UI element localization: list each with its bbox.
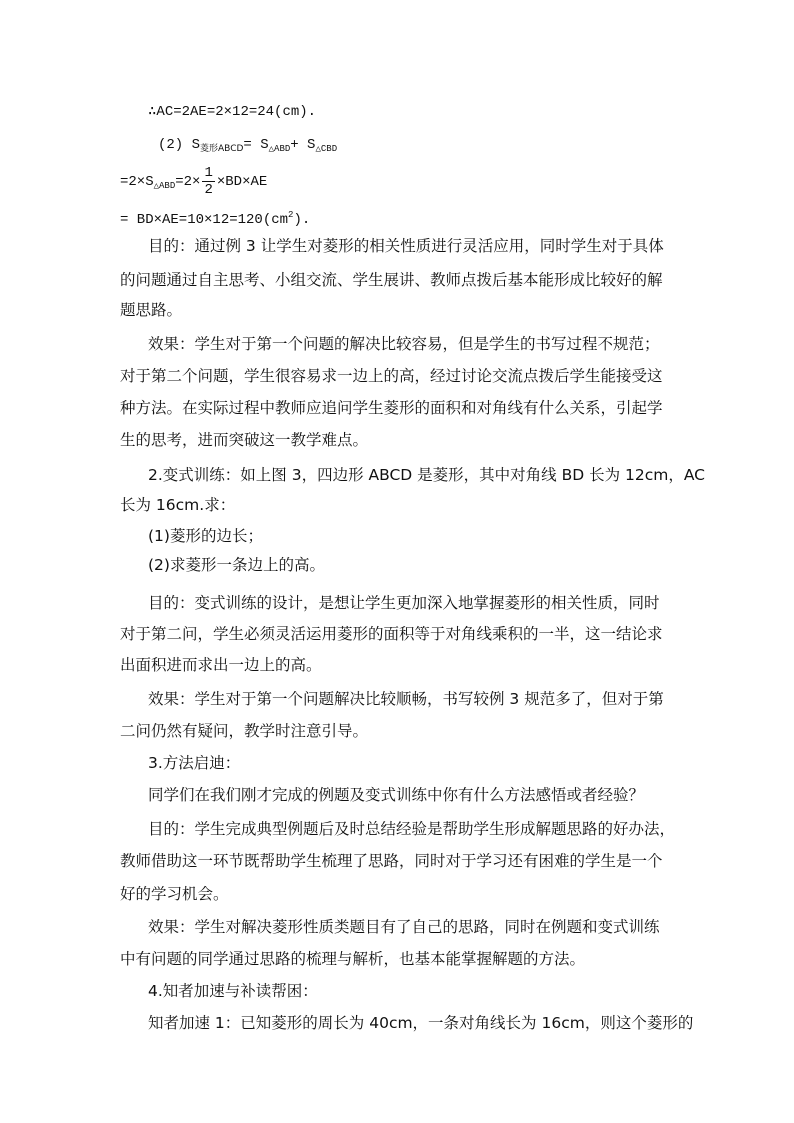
paragraph-line: 2.变式训练：如上图 3，四边形 ABCD 是菱形，其中对角线 BD 长为 12cm，AC bbox=[148, 466, 706, 484]
paragraph-line: 效果：学生对于第一个问题的解决比较容易，但是学生的书写过程不规范； bbox=[148, 335, 660, 353]
paragraph-line: 目的：学生完成典型例题后及时总结经验是帮助学生形成解题思路的好办法， bbox=[148, 820, 676, 838]
paragraph-line: 题思路。 bbox=[120, 301, 183, 319]
paragraph-line: 的问题通过自主思考、小组交流、学生展讲、教师点拨后基本能形成比较好的解 bbox=[120, 271, 663, 289]
paragraph-line: 目的：通过例 3 让学生对菱形的相关性质进行灵活应用，同时学生对于具体 bbox=[148, 237, 664, 255]
paragraph-line: 教师借助这一环节既帮助学生梳理了思路，同时对于学习还有困难的学生是一个 bbox=[120, 852, 663, 870]
paragraph-line: 二问仍然有疑问，教学时注意引导。 bbox=[120, 722, 369, 740]
paragraph-line: 效果：学生对解决菱形性质类题目有了自己的思路，同时在例题和变式训练 bbox=[148, 918, 660, 936]
math-line-area-formula bbox=[158, 135, 718, 159]
paragraph-line: 效果：学生对于第一个问题解决比较顺畅，书写较例 3 规范多了，但对于第 bbox=[148, 690, 664, 708]
paragraph-line: 目的：变式训练的设计，是想让学生更加深入地掌握菱形的相关性质，同时 bbox=[148, 594, 660, 612]
paragraph-line: (2)求菱形一条边上的高。 bbox=[148, 556, 325, 574]
one-half-fraction bbox=[202, 166, 214, 197]
paragraph-line: 好的学习机会。 bbox=[120, 885, 229, 903]
math-line-fraction bbox=[120, 166, 680, 197]
result-superscript: 2 bbox=[288, 210, 294, 220]
paragraph-line: 长为 16cm.求： bbox=[120, 496, 236, 514]
area-subscript-rhombus: 菱形ABCD bbox=[200, 144, 244, 154]
paragraph-line: 出面积进而求出一边上的高。 bbox=[120, 656, 322, 674]
area-subscript-abd: △ABD bbox=[268, 144, 291, 154]
fraction-suffix: ×BD×AE bbox=[216, 174, 268, 191]
fraction-denominator: 2 bbox=[204, 182, 213, 198]
paragraph-line: (1)菱形的边长； bbox=[148, 527, 263, 545]
area-label: (2) S bbox=[158, 137, 201, 153]
paragraph-line: 对于第二个问题，学生很容易求一边上的高，经过讨论交流点拨后学生能接受这 bbox=[120, 367, 663, 385]
fraction-mid: =2× bbox=[175, 174, 201, 191]
paragraph-line: 对于第二问，学生必须灵活运用菱形的面积等于对角线乘积的一半，这一结论求 bbox=[120, 625, 663, 643]
paragraph-line: 生的思考，进而突破这一教学难点。 bbox=[120, 431, 369, 449]
result-text: = BD×AE=10×12=120(cm bbox=[120, 212, 289, 228]
math-line-ac: ∴AC=2AE=2×12=24(cm). bbox=[148, 104, 317, 120]
paragraph-line: 知者加速 1：已知菱形的周长为 40cm，一条对角线长为 16cm，则这个菱形的 bbox=[148, 1014, 694, 1032]
paragraph-line: 同学们在我们刚才完成的例题及变式训练中你有什么方法感悟或者经验？ bbox=[148, 786, 645, 804]
result-suffix: ). bbox=[293, 212, 311, 228]
fraction-prefix: =2×S bbox=[120, 174, 154, 191]
area-subscript-cbd: △CBD bbox=[315, 144, 338, 154]
fraction-numerator: 1 bbox=[204, 165, 213, 181]
paragraph-line: 中有问题的同学通过思路的梳理与解析，也基本能掌握解题的方法。 bbox=[120, 950, 586, 968]
paragraph-line: 3.方法启迪： bbox=[148, 754, 241, 772]
math-line-result bbox=[120, 205, 680, 230]
paragraph-line: 4.知者加速与补读帮困： bbox=[148, 982, 318, 1000]
paragraph-line: 种方法。在实际过程中教师应追问学生菱形的面积和对角线有什么关系，引起学 bbox=[120, 399, 663, 417]
fraction-subscript-abd: △ABD bbox=[153, 181, 176, 192]
area-equals: = S bbox=[243, 137, 269, 153]
area-plus: + S bbox=[290, 137, 316, 153]
